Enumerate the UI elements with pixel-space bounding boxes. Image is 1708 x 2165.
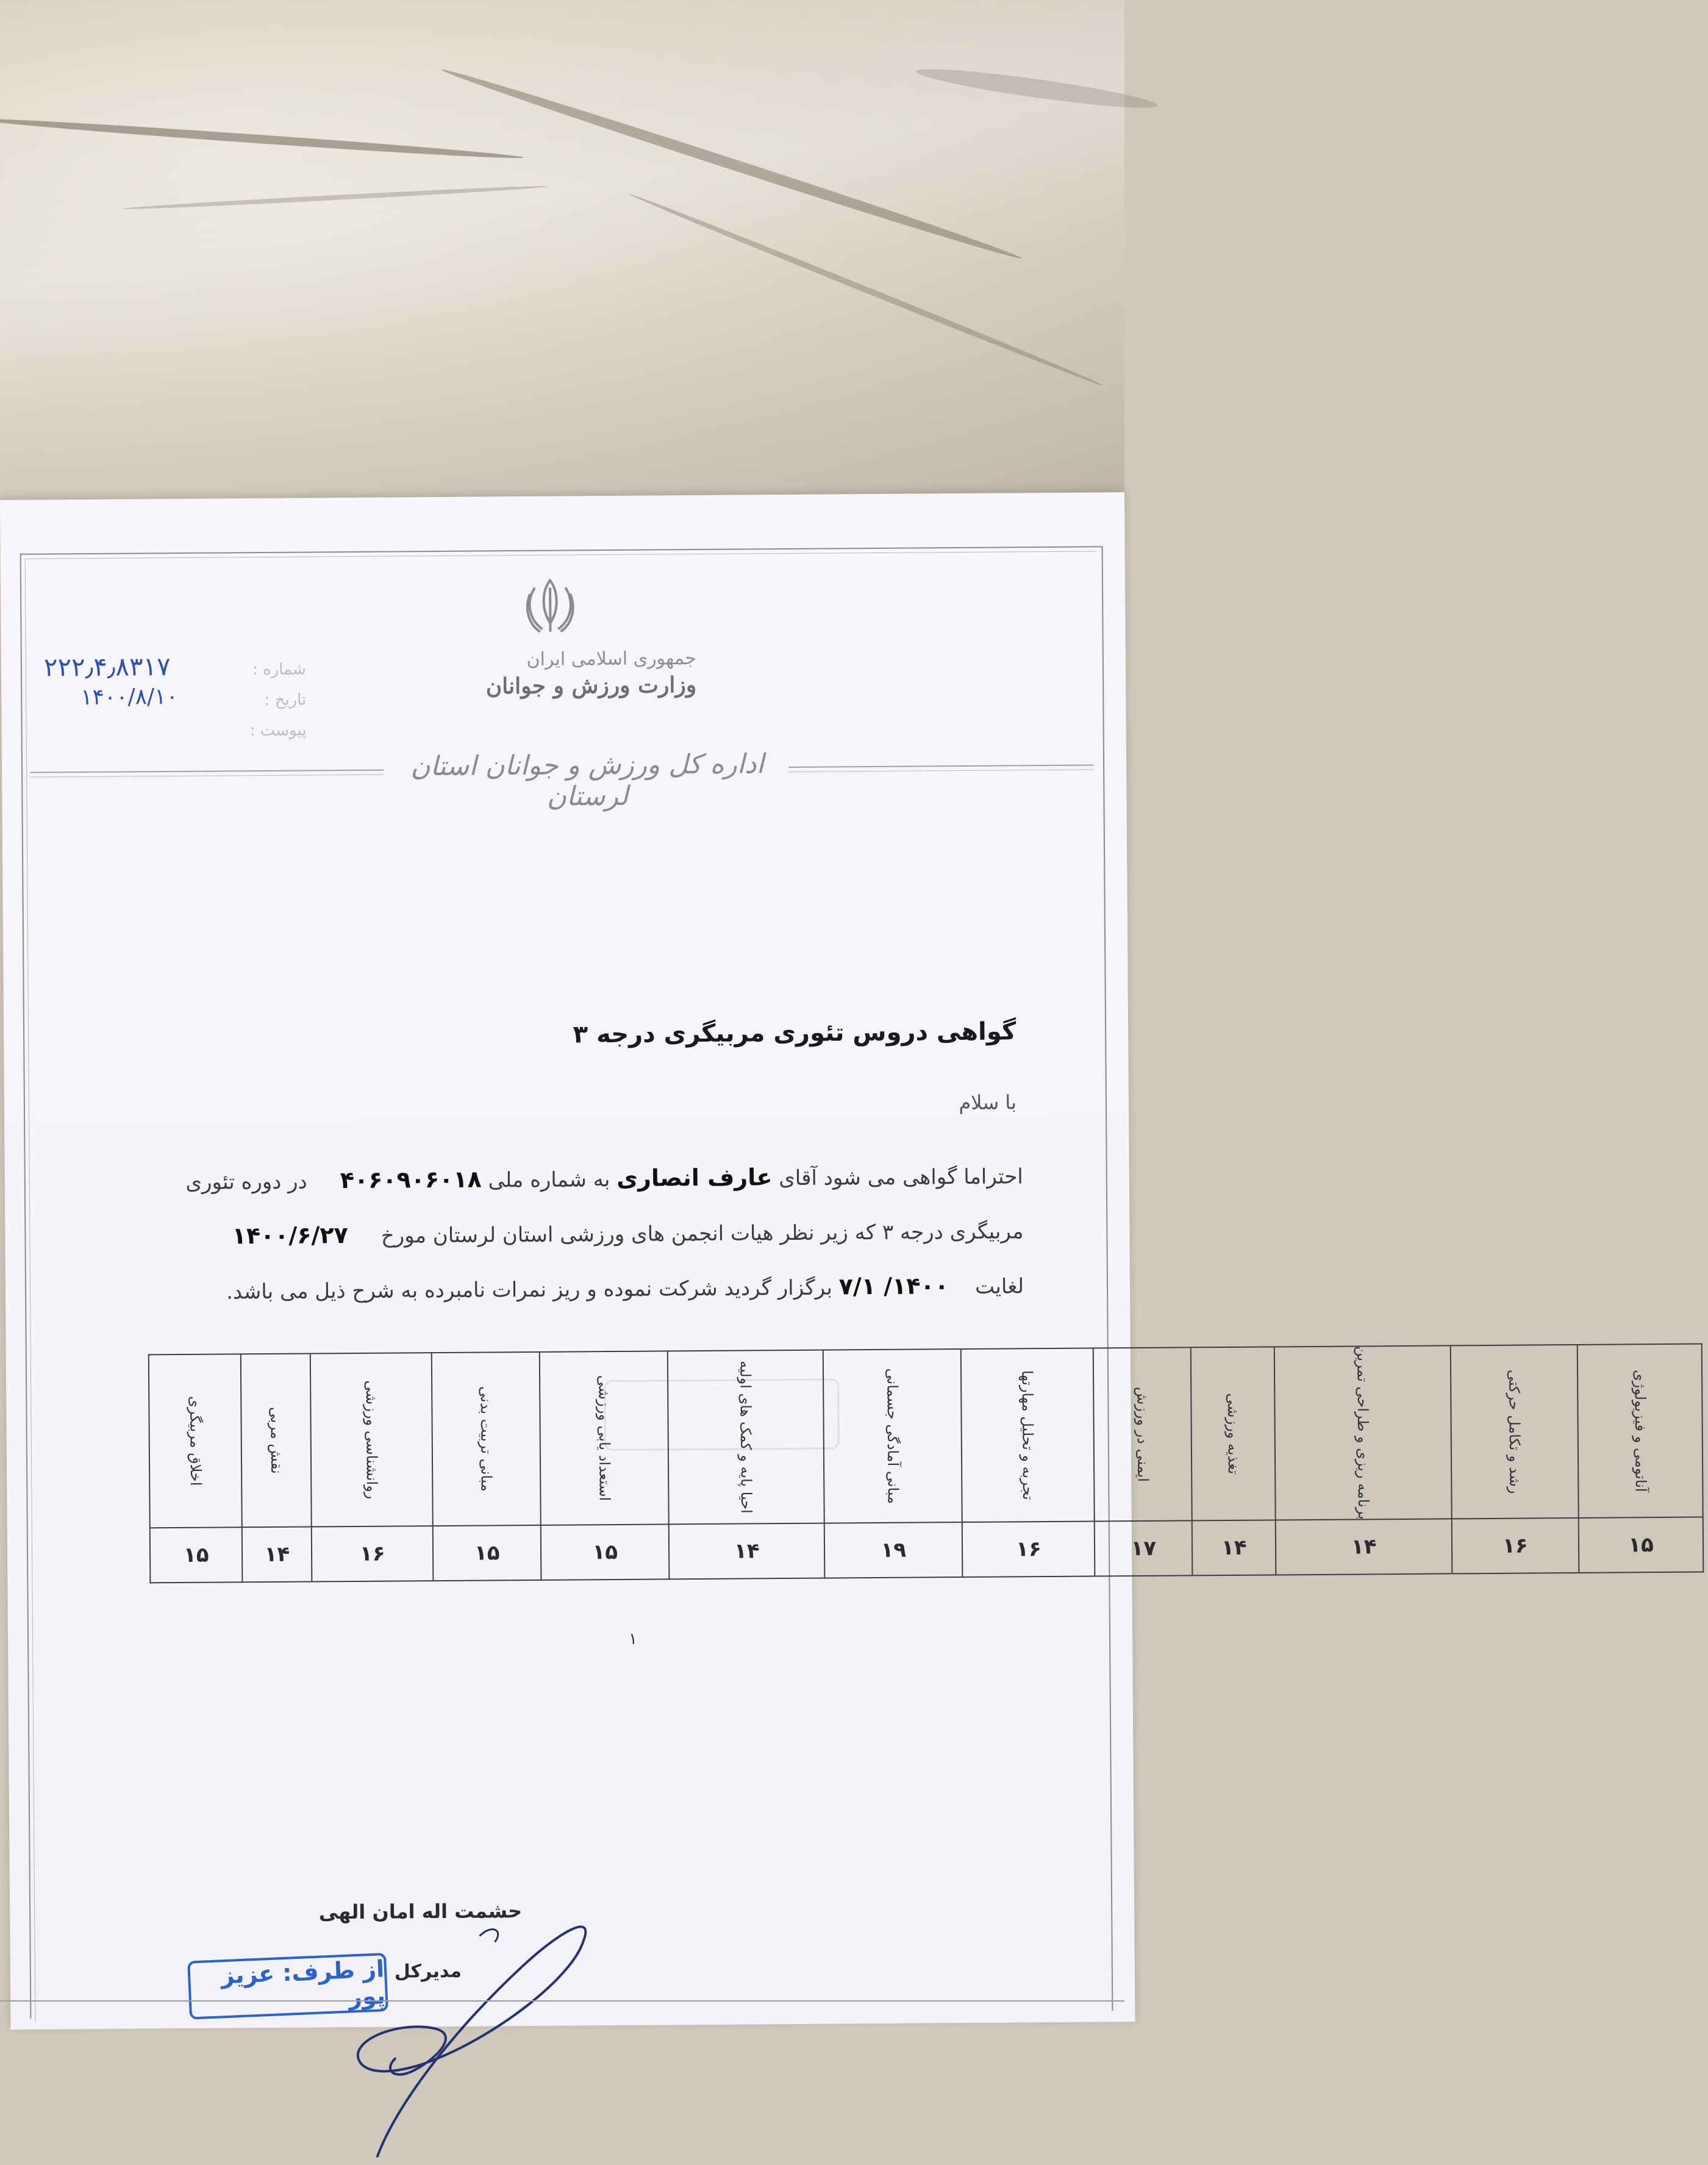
scores-header-row	[149, 1344, 1703, 1528]
course-header	[1274, 1345, 1452, 1520]
number-value: ۲۲۲٫۴٫۸۳۱۷	[43, 651, 171, 682]
score-cell: ۱۵	[150, 1527, 243, 1583]
score-cell: ۱۶	[962, 1522, 1095, 1578]
course-name: آناتومی و فیزیولوژی	[1631, 1369, 1649, 1492]
course-header	[241, 1353, 312, 1527]
signer-position: مدیرکل	[394, 1960, 462, 1983]
course-name: روانشناسی ورزشی	[362, 1380, 381, 1500]
course-name: ایمنی در ورزش	[1134, 1386, 1152, 1483]
course-header	[961, 1348, 1095, 1523]
course-name: مبانی تربیت بدنی	[477, 1386, 496, 1492]
score-cell: ۱۴	[1192, 1520, 1276, 1575]
score-cell: ۱۶	[1452, 1518, 1579, 1573]
score-cell: ۱۴	[669, 1523, 824, 1580]
start-date: ۱۴۰۰/۶/۲۷	[232, 1222, 348, 1250]
course-header	[1191, 1347, 1276, 1520]
score-cell: ۱۹	[824, 1522, 963, 1578]
course-name: تغذیه ورزشی	[1224, 1393, 1243, 1475]
course-name: استعداد یابی ورزشی	[595, 1375, 613, 1501]
course-header	[149, 1354, 242, 1528]
department-name: اداره کل ورزش و جوانان استان لرستان	[410, 748, 764, 812]
para1-text-a: احتراما گواهی می شود آقای	[779, 1164, 1023, 1191]
course-header	[1577, 1344, 1703, 1518]
course-name: تجربه و تحلیل مهارتها	[1018, 1370, 1037, 1500]
certificate-paper	[0, 492, 1654, 2030]
ministry-name: وزارت ورزش و جوانان	[485, 672, 697, 700]
marble-background	[0, 0, 1124, 524]
para3-text-b: برگزار گردید شرکت نموده و ریز نمرات نامبرده به شرح ذیل می باشد.	[226, 1275, 833, 1304]
marble-vein	[122, 184, 548, 212]
date-label: تاریخ :	[264, 690, 307, 709]
date-value: ۱۴۰۰/۸/۱۰	[80, 684, 179, 710]
paper-bottom-edge	[0, 2000, 1124, 2002]
scores-table	[148, 1344, 1704, 1584]
republic-name: جمهوری اسلامی ایران	[526, 648, 696, 670]
course-header	[1093, 1347, 1192, 1521]
score-cell: ۱۷	[1095, 1520, 1193, 1576]
course-header	[1451, 1345, 1579, 1519]
attachment-label: پیوست :	[249, 721, 307, 740]
signer-name: حشمت اله امان الهی	[318, 1899, 523, 1924]
iran-emblem-icon	[524, 575, 577, 637]
score-cell: ۱۵	[1578, 1517, 1703, 1573]
greeting: با سلام	[959, 1090, 1017, 1115]
score-cell: ۱۵	[433, 1525, 541, 1581]
number-label: شماره :	[252, 660, 307, 679]
score-cell: ۱۴	[1276, 1519, 1452, 1575]
recipient-name: عارف انصاری	[616, 1164, 773, 1192]
para1-text-c: در دوره تئوری	[185, 1169, 307, 1195]
end-date: ۱۴۰۰/ ۷/۱	[838, 1272, 949, 1300]
course-header	[310, 1353, 433, 1526]
scores-value-row	[150, 1517, 1704, 1583]
course-header	[432, 1352, 541, 1526]
course-name: احیا پایه و کمک های اولیه	[737, 1361, 756, 1514]
course-header	[668, 1350, 824, 1525]
paragraph-line-2	[145, 1218, 1023, 1248]
course-name: نقش مربی	[267, 1406, 285, 1474]
marble-vein	[915, 62, 1159, 114]
marble-vein	[0, 115, 524, 162]
score-cell: ۱۵	[541, 1524, 670, 1580]
blue-stamp: از طرف: عزیز پور	[187, 1953, 388, 2020]
para3-text-a: لغایت	[974, 1274, 1024, 1299]
course-name: مبانی آمادگی جسمانی	[884, 1368, 902, 1505]
course-header	[823, 1349, 962, 1523]
page-number: ۱	[628, 1630, 638, 1648]
score-cell: ۱۴	[242, 1526, 312, 1582]
course-name: برنامه ریزی و طراحی تمرین	[1354, 1346, 1373, 1520]
score-cell: ۱۶	[312, 1526, 434, 1581]
national-id: ۴۰۶۰۹۰۶۰۱۸	[340, 1165, 482, 1194]
marble-vein	[627, 191, 1105, 388]
course-header	[540, 1351, 669, 1525]
certificate-title: گواهی دروس تئوری مربیگری درجه ۳	[573, 1017, 1017, 1049]
course-name: اخلاق مربیگری	[186, 1396, 204, 1486]
para2-text: مربیگری درجه ۳ که زیر نظر هیات انجمن های ورزشی استان لرستان مورخ	[381, 1219, 1024, 1248]
course-name: رشد و تکامل حرکتی	[1505, 1369, 1524, 1494]
para1-text-b: به شماره ملی	[488, 1167, 610, 1193]
